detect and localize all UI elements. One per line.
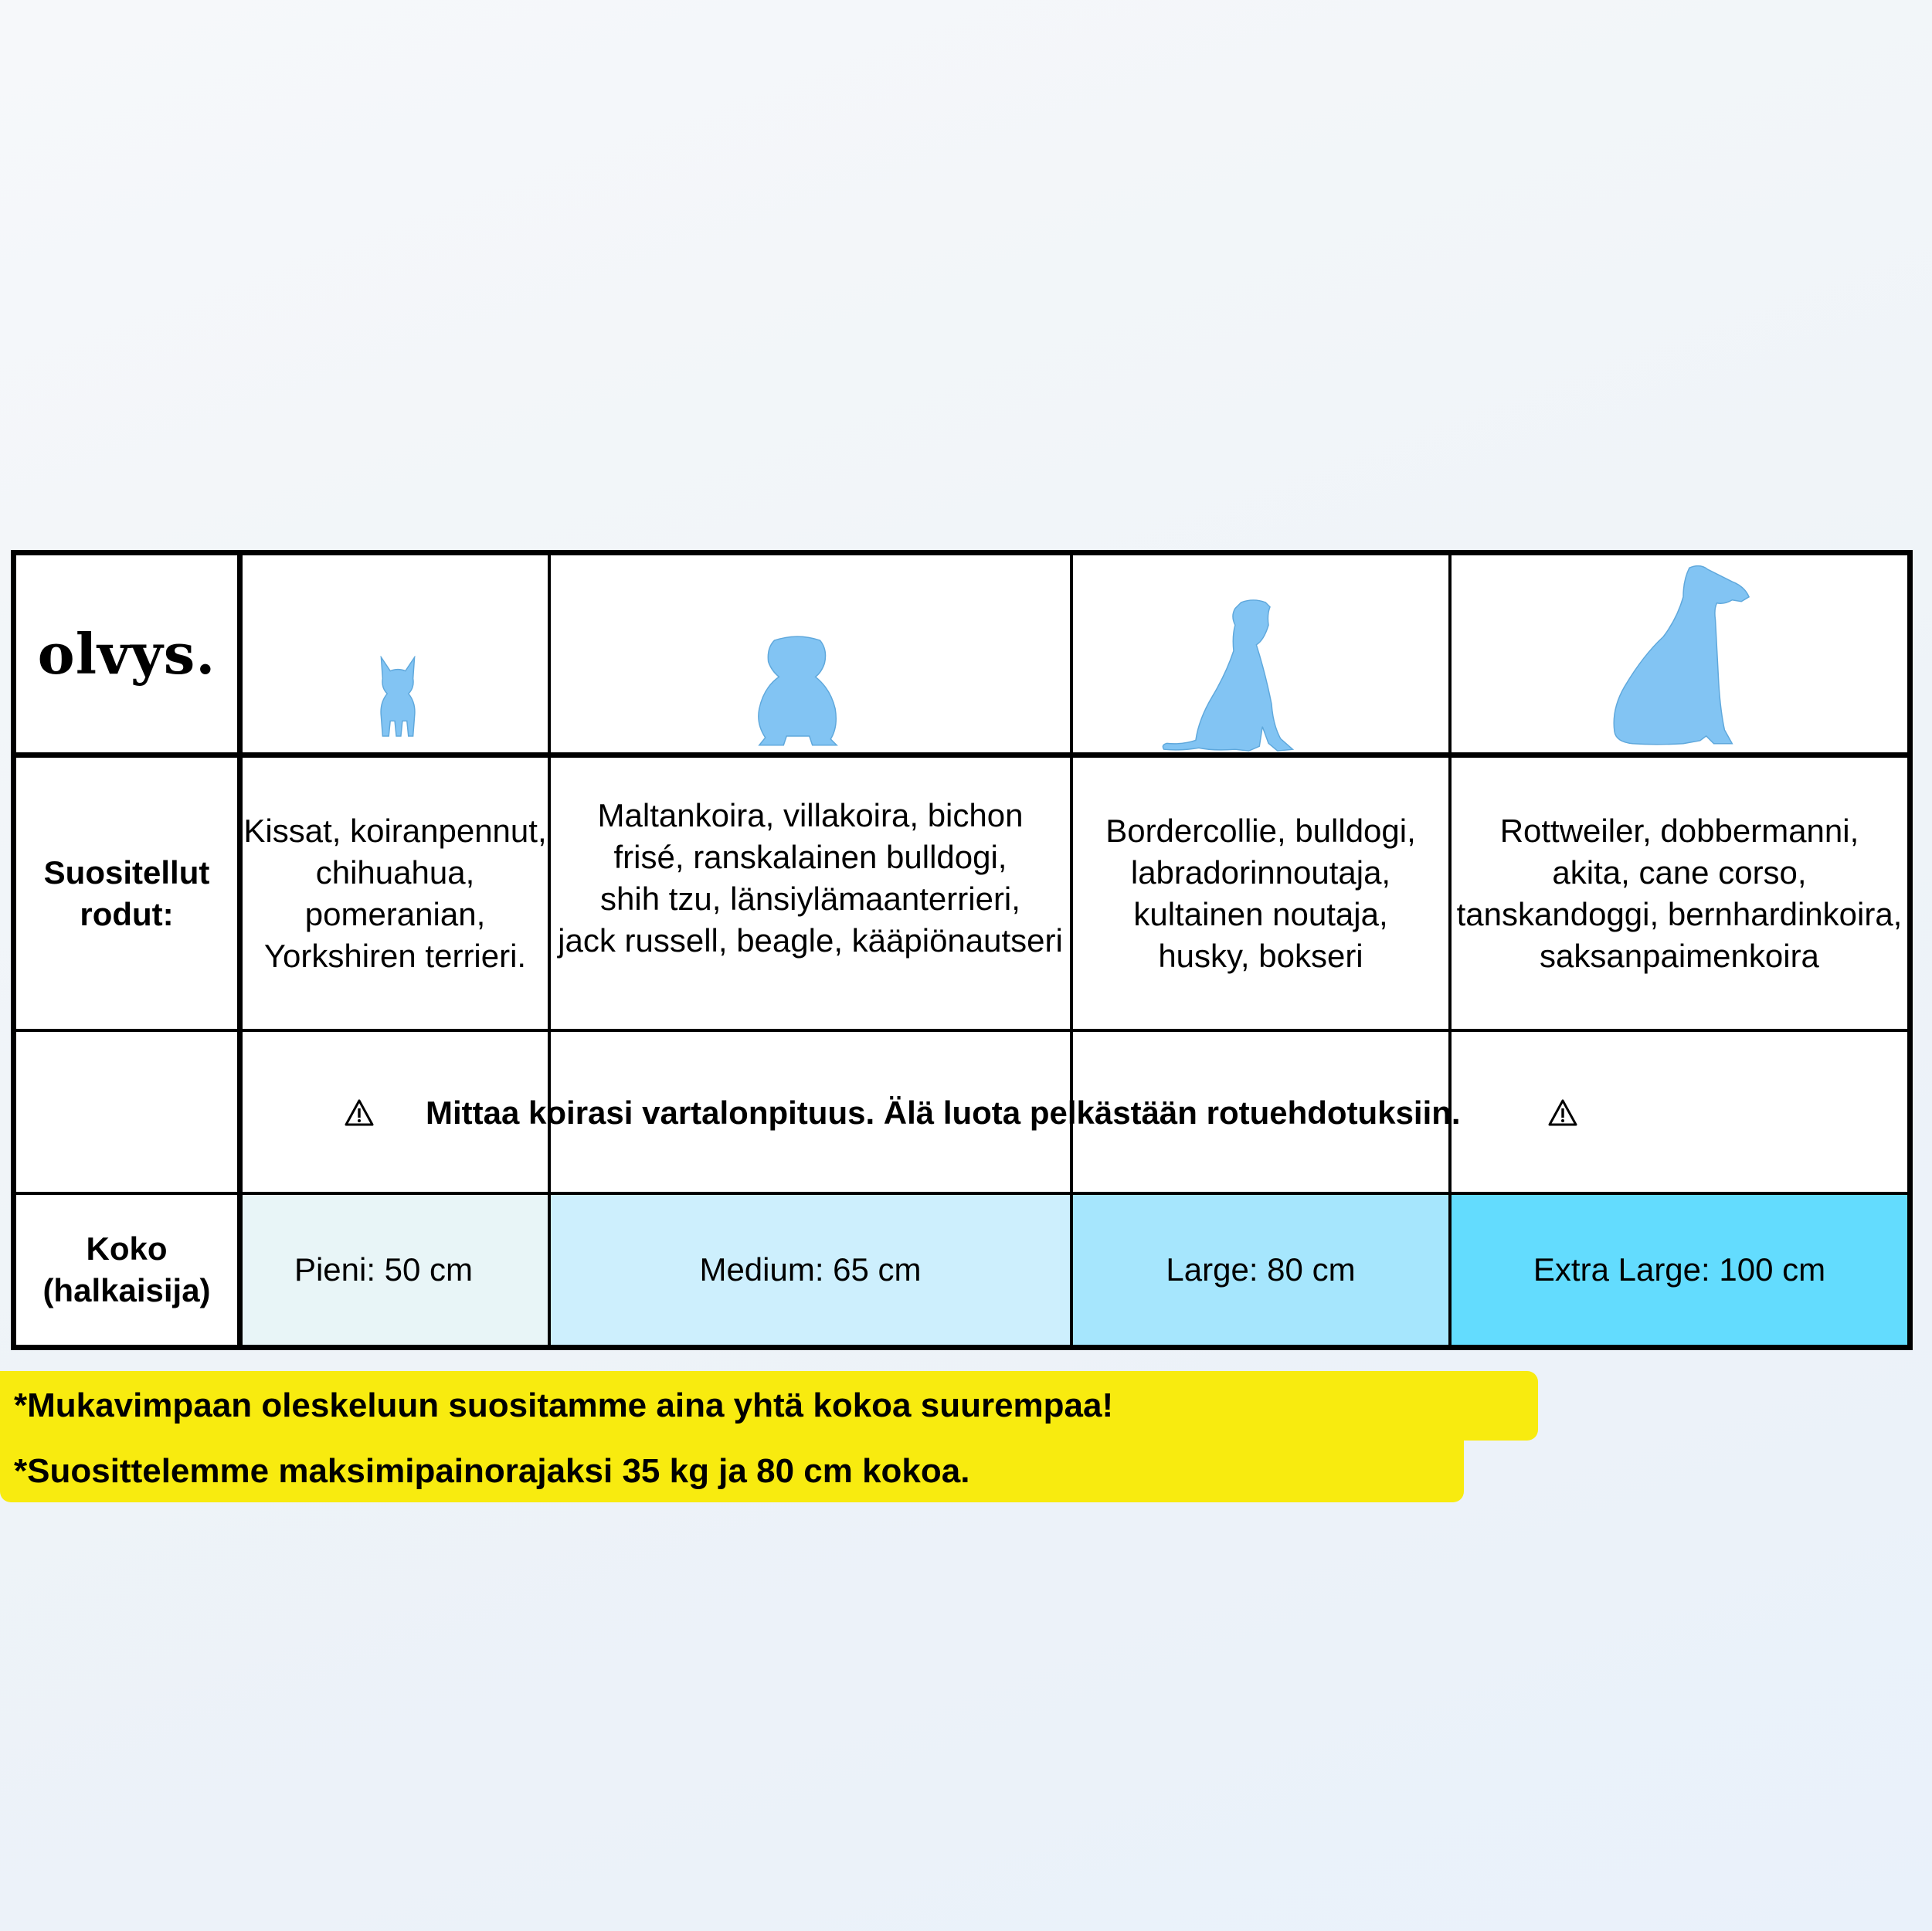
breeds-cell-xl: Rottweiler, dobbermanni, akita, cane corso, tanskandoggi, bernhardinkoira, saksanpaimenkoira (1456, 812, 1903, 974)
breeds-cell-small: Kissat, koiranpennut, chihuahua, pomeranian, Yorkshiren terrieri. (243, 812, 547, 974)
medium-dog-silhouette-icon (1158, 598, 1305, 757)
cat-silhouette-icon (375, 656, 421, 739)
size-large: Large: 80 cm (1073, 1195, 1448, 1345)
size-chart-table (11, 550, 1913, 1350)
column-divider (237, 555, 243, 1345)
warning-triangle-icon (344, 1098, 375, 1128)
note-max-weight: *Suosittelemme maksimipainorajaksi 35 kg ja 80 cm kokoa. (0, 1441, 1464, 1502)
small-dog-silhouette-icon (752, 633, 843, 747)
header-cell-small (243, 555, 548, 752)
breeds-cell-large: Bordercollie, bulldogi, labradorinnoutaja, kultainen noutaja, husky, bokseri (1105, 812, 1416, 974)
large-dog-silhouette-icon (1610, 563, 1755, 747)
breeds-cell-medium: Maltankoira, villakoira, bichon frisé, ranskalainen bulldogi, shih tzu, länsiylämaanterrieri, jack russell, beagle, kääpiönautseri (558, 796, 1063, 959)
row-divider (16, 752, 1907, 758)
warning-text: Mittaa koirasi vartalonpituus. Älä luota pelkästään rotuehdotuksiin. (426, 1094, 1461, 1131)
warning-row (16, 1032, 1907, 1192)
brand-logo: olvys. (37, 620, 216, 687)
header-cell-medium (551, 555, 1070, 752)
breeds-row-label: Suositellut rodut: (43, 854, 210, 932)
size-medium: Medium: 65 cm (551, 1195, 1070, 1345)
header-cell-xl (1452, 555, 1907, 752)
warning-triangle-icon (1547, 1098, 1578, 1128)
note-size-up: *Mukavimpaan oleskeluun suositamme aina yhtä kokoa suurempaa! (0, 1371, 1538, 1441)
size-xl: Extra Large: 100 cm (1452, 1195, 1907, 1345)
header-cell-large (1073, 555, 1448, 752)
size-small: Pieni: 50 cm (243, 1195, 548, 1345)
size-row-label: Koko (halkaisija) (42, 1230, 211, 1308)
